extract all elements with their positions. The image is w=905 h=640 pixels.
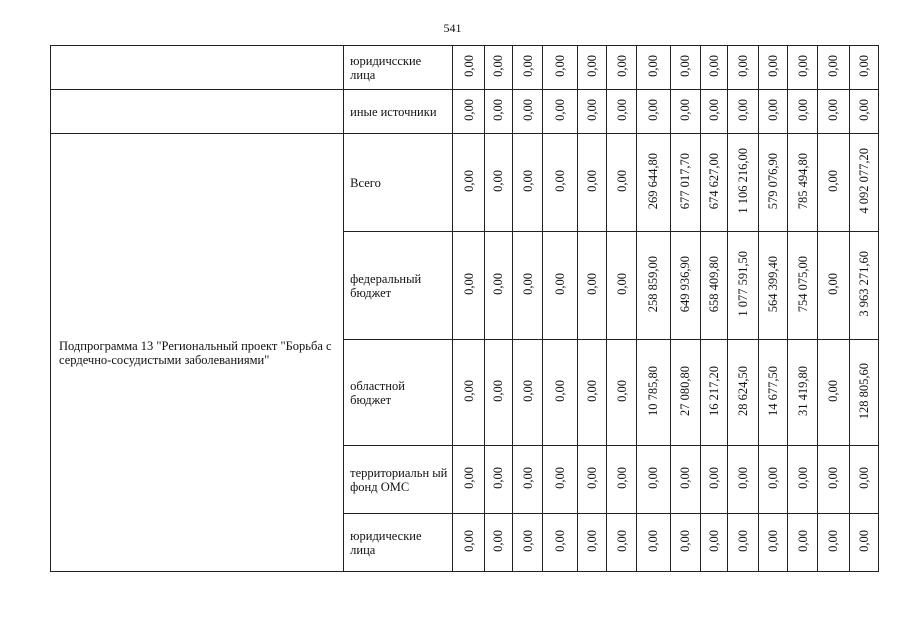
cell-value: 0,00	[795, 530, 810, 552]
cell-value: 0,00	[614, 273, 629, 295]
cell-value: 0,00	[584, 99, 599, 121]
cell-value: 27 080,80	[678, 366, 693, 416]
value-cell	[787, 232, 817, 340]
cell-value: 0,00	[735, 55, 750, 77]
value-cell	[453, 232, 484, 340]
cell-value: 0,00	[584, 273, 599, 295]
value-cell	[728, 514, 758, 572]
cell-value: 0,00	[461, 170, 476, 192]
cell-value: 0,00	[614, 467, 629, 489]
value-cell	[543, 232, 577, 340]
value-cell	[758, 46, 787, 90]
value-cell	[787, 46, 817, 90]
cell-value: 649 936,90	[678, 255, 693, 313]
cell-value: 0,00	[584, 55, 599, 77]
cell-value: 28 624,50	[735, 366, 750, 416]
empty-program-cell	[51, 90, 344, 134]
cell-value: 0,00	[826, 99, 841, 121]
value-cell	[637, 514, 670, 572]
value-cell	[758, 514, 787, 572]
value-cell	[577, 232, 606, 340]
value-cell	[700, 514, 727, 572]
cell-value: 0,00	[826, 273, 841, 295]
value-cell	[670, 340, 700, 446]
value-cell	[453, 446, 484, 514]
funding-source-label: Всего	[344, 134, 453, 232]
cell-value: 0,00	[584, 380, 599, 402]
cell-value: 754 075,00	[795, 255, 810, 313]
cell-value: 0,00	[856, 55, 871, 77]
cell-value: 0,00	[678, 467, 693, 489]
value-cell	[787, 90, 817, 134]
value-cell	[606, 340, 636, 446]
cell-value: 0,00	[520, 273, 535, 295]
cell-value: 0,00	[735, 99, 750, 121]
value-cell	[787, 446, 817, 514]
value-cell	[637, 340, 670, 446]
cell-value: 0,00	[646, 55, 661, 77]
cell-value: 0,00	[552, 170, 567, 192]
value-cell	[670, 90, 700, 134]
value-cell	[543, 446, 577, 514]
cell-value: 31 419,80	[795, 366, 810, 416]
value-cell	[670, 46, 700, 90]
cell-value: 0,00	[584, 530, 599, 552]
value-cell	[637, 134, 670, 232]
value-cell	[512, 340, 542, 446]
cell-value: 3 963 271,60	[856, 251, 871, 317]
cell-value: 785 494,80	[795, 152, 810, 210]
cell-value: 0,00	[552, 380, 567, 402]
cell-value: 0,00	[491, 55, 506, 77]
value-cell	[577, 90, 606, 134]
value-cell	[606, 134, 636, 232]
cell-value: 128 805,60	[856, 362, 871, 420]
cell-value: 0,00	[552, 530, 567, 552]
cell-value: 0,00	[735, 467, 750, 489]
value-cell	[728, 46, 758, 90]
value-cell	[453, 340, 484, 446]
cell-value: 0,00	[520, 55, 535, 77]
value-cell	[700, 134, 727, 232]
cell-value: 0,00	[584, 170, 599, 192]
cell-value: 0,00	[765, 467, 780, 489]
value-cell	[700, 232, 727, 340]
cell-value: 0,00	[826, 530, 841, 552]
cell-value: 1 106 216,00	[735, 148, 750, 214]
funding-source-label: федеральный бюджет	[344, 232, 453, 340]
cell-value: 269 644,80	[646, 152, 661, 210]
value-cell	[758, 134, 787, 232]
funding-source-label: иные источники	[344, 90, 453, 134]
funding-source-label: территориальн ый фонд ОМС	[344, 446, 453, 514]
value-cell	[728, 232, 758, 340]
value-cell	[484, 134, 512, 232]
cell-value: 0,00	[520, 380, 535, 402]
cell-value: 0,00	[491, 467, 506, 489]
cell-value: 0,00	[552, 99, 567, 121]
cell-value: 0,00	[520, 170, 535, 192]
cell-value: 0,00	[552, 467, 567, 489]
cell-value: 0,00	[552, 55, 567, 77]
value-cell	[606, 90, 636, 134]
cell-value: 16 217,20	[707, 366, 722, 416]
cell-value: 0,00	[765, 99, 780, 121]
cell-value: 0,00	[707, 530, 722, 552]
value-cell	[728, 90, 758, 134]
value-cell	[849, 514, 878, 572]
cell-value: 0,00	[614, 380, 629, 402]
cell-value: 0,00	[520, 467, 535, 489]
cell-value: 0,00	[491, 170, 506, 192]
value-cell	[818, 514, 849, 572]
cell-value: 0,00	[678, 55, 693, 77]
value-cell	[818, 446, 849, 514]
value-cell	[700, 90, 727, 134]
value-cell	[577, 134, 606, 232]
table-row	[51, 90, 879, 134]
value-cell	[728, 446, 758, 514]
value-cell	[758, 446, 787, 514]
cell-value: 0,00	[826, 55, 841, 77]
cell-value: 0,00	[707, 55, 722, 77]
cell-value: 0,00	[856, 467, 871, 489]
cell-value: 579 076,90	[765, 152, 780, 210]
value-cell	[543, 514, 577, 572]
cell-value: 0,00	[678, 99, 693, 121]
cell-value: 0,00	[552, 273, 567, 295]
value-cell	[512, 134, 542, 232]
table-row	[51, 46, 879, 90]
cell-value: 658 409,80	[707, 255, 722, 313]
cell-value: 0,00	[520, 99, 535, 121]
value-cell	[700, 46, 727, 90]
value-cell	[849, 134, 878, 232]
value-cell	[670, 232, 700, 340]
cell-value: 10 785,80	[646, 366, 661, 416]
value-cell	[484, 514, 512, 572]
value-cell	[577, 446, 606, 514]
value-cell	[849, 90, 878, 134]
empty-program-cell	[51, 46, 344, 90]
value-cell	[453, 514, 484, 572]
value-cell	[849, 446, 878, 514]
value-cell	[606, 446, 636, 514]
cell-value: 0,00	[856, 99, 871, 121]
cell-value: 0,00	[614, 170, 629, 192]
value-cell	[512, 46, 542, 90]
value-cell	[849, 46, 878, 90]
cell-value: 0,00	[491, 380, 506, 402]
cell-value: 0,00	[520, 530, 535, 552]
cell-value: 0,00	[707, 467, 722, 489]
cell-value: 0,00	[826, 380, 841, 402]
value-cell	[543, 134, 577, 232]
value-cell	[637, 90, 670, 134]
cell-value: 14 677,50	[765, 366, 780, 416]
value-cell	[577, 46, 606, 90]
cell-value: 0,00	[707, 99, 722, 121]
cell-value: 0,00	[735, 530, 750, 552]
page-number: 541	[443, 21, 462, 35]
cell-value: 0,00	[826, 467, 841, 489]
cell-value: 0,00	[461, 467, 476, 489]
value-cell	[512, 90, 542, 134]
value-cell	[818, 46, 849, 90]
cell-value: 0,00	[461, 380, 476, 402]
value-cell	[849, 340, 878, 446]
value-cell	[758, 90, 787, 134]
cell-value: 0,00	[646, 99, 661, 121]
value-cell	[512, 446, 542, 514]
table-row	[51, 134, 879, 232]
value-cell	[728, 340, 758, 446]
cell-value: 0,00	[795, 55, 810, 77]
value-cell	[484, 446, 512, 514]
value-cell	[787, 340, 817, 446]
value-cell	[818, 134, 849, 232]
value-cell	[670, 446, 700, 514]
subprogram-title: Подпрограмма 13 "Региональный проект "Борьба с сердечно-сосудистыми заболеваниями"	[51, 134, 344, 572]
value-cell	[637, 232, 670, 340]
value-cell	[543, 90, 577, 134]
cell-value: 0,00	[646, 467, 661, 489]
value-cell	[637, 46, 670, 90]
value-cell	[484, 340, 512, 446]
value-cell	[484, 46, 512, 90]
value-cell	[700, 340, 727, 446]
value-cell	[849, 232, 878, 340]
value-cell	[484, 232, 512, 340]
value-cell	[543, 46, 577, 90]
cell-value: 564 399,40	[765, 255, 780, 313]
value-cell	[453, 46, 484, 90]
value-cell	[543, 340, 577, 446]
cell-value: 0,00	[614, 530, 629, 552]
funding-source-label: юридические лица	[344, 514, 453, 572]
value-cell	[758, 340, 787, 446]
cell-value: 0,00	[614, 99, 629, 121]
value-cell	[577, 514, 606, 572]
value-cell	[512, 514, 542, 572]
value-cell	[606, 514, 636, 572]
value-cell	[787, 514, 817, 572]
value-cell	[453, 90, 484, 134]
cell-value: 0,00	[461, 530, 476, 552]
cell-value: 1 077 591,50	[735, 251, 750, 317]
cell-value: 0,00	[765, 55, 780, 77]
cell-value: 0,00	[491, 99, 506, 121]
cell-value: 0,00	[856, 530, 871, 552]
value-cell	[606, 232, 636, 340]
cell-value: 0,00	[795, 99, 810, 121]
funding-source-label: областной бюджет	[344, 340, 453, 446]
value-cell	[637, 446, 670, 514]
value-cell	[818, 90, 849, 134]
value-cell	[700, 446, 727, 514]
value-cell	[453, 134, 484, 232]
cell-value: 4 092 077,20	[856, 148, 871, 214]
value-cell	[606, 46, 636, 90]
cell-value: 677 017,70	[678, 152, 693, 210]
cell-value: 0,00	[678, 530, 693, 552]
cell-value: 0,00	[614, 55, 629, 77]
cell-value: 674 627,00	[707, 152, 722, 210]
cell-value: 0,00	[461, 55, 476, 77]
value-cell	[484, 90, 512, 134]
cell-value: 0,00	[765, 530, 780, 552]
cell-value: 0,00	[646, 530, 661, 552]
value-cell	[577, 340, 606, 446]
value-cell	[728, 134, 758, 232]
funding-source-label: юридичсские лица	[344, 46, 453, 90]
value-cell	[670, 134, 700, 232]
cell-value: 0,00	[584, 467, 599, 489]
cell-value: 0,00	[795, 467, 810, 489]
budget-table	[50, 45, 879, 572]
cell-value: 0,00	[461, 99, 476, 121]
value-cell	[670, 514, 700, 572]
cell-value: 0,00	[826, 170, 841, 192]
cell-value: 0,00	[461, 273, 476, 295]
value-cell	[787, 134, 817, 232]
value-cell	[818, 340, 849, 446]
cell-value: 0,00	[491, 273, 506, 295]
value-cell	[758, 232, 787, 340]
cell-value: 258 859,00	[646, 255, 661, 313]
value-cell	[818, 232, 849, 340]
value-cell	[512, 232, 542, 340]
cell-value: 0,00	[491, 530, 506, 552]
